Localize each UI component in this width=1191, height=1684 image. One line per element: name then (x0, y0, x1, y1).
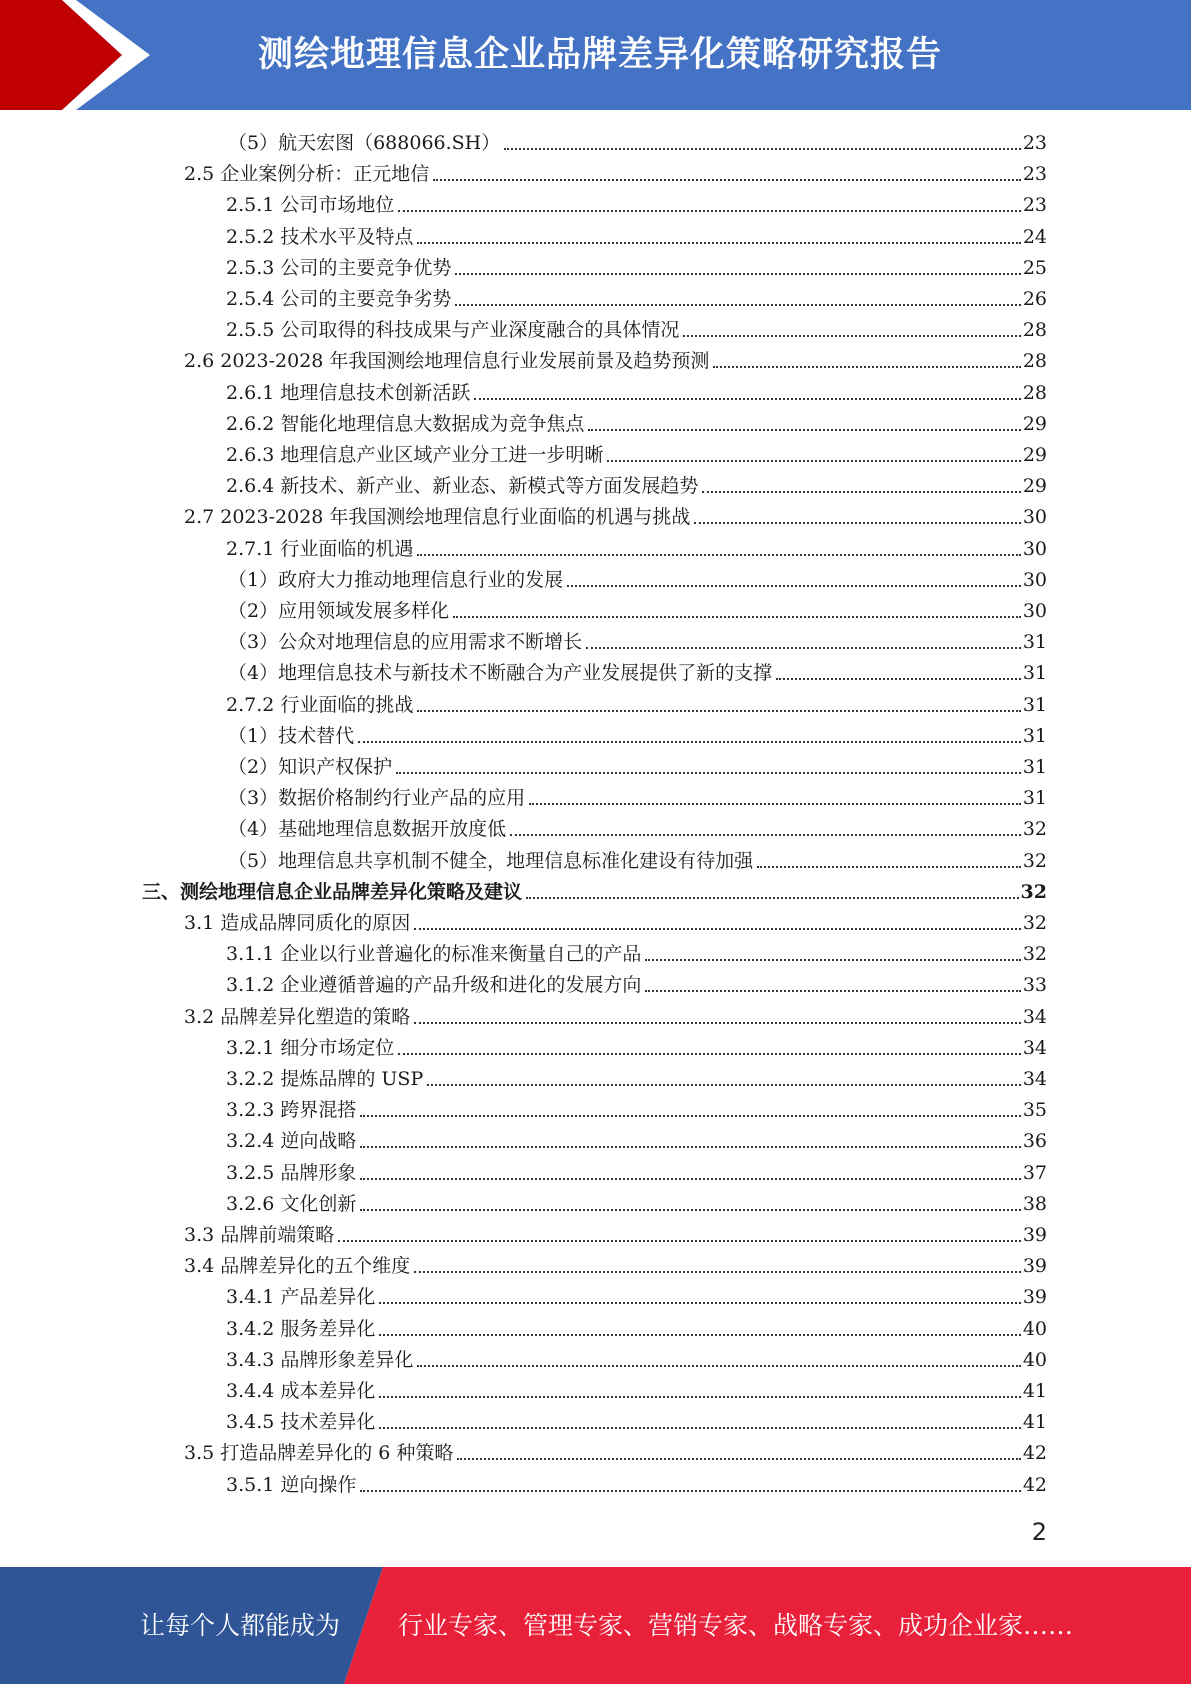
toc-dot-leader (529, 802, 1021, 805)
toc-dot-leader (645, 958, 1020, 961)
toc-entry[interactable] (184, 1220, 1047, 1250)
toc-entry[interactable] (226, 409, 1047, 439)
toc-entry[interactable] (226, 1189, 1047, 1219)
toc-entry[interactable] (228, 814, 1047, 844)
toc-entry-page: 32 (1022, 849, 1047, 872)
toc-entry-page: 31 (1022, 662, 1047, 685)
toc-entry[interactable] (226, 1064, 1047, 1094)
toc-entry-title: 2.6.2 智能化地理信息大数据成为竞争焦点 (226, 412, 585, 435)
toc-entry-page: 40 (1022, 1317, 1047, 1340)
toc-entry-page: 39 (1022, 1255, 1047, 1278)
toc-entry-title: 2.7.2 行业面临的挑战 (226, 693, 414, 716)
toc-entry-title: 3.4.5 技术差异化 (226, 1411, 376, 1434)
toc-entry[interactable] (226, 690, 1047, 720)
toc-entry[interactable] (184, 159, 1047, 189)
toc-entry-title: （3）数据价格制约行业产品的应用 (228, 787, 526, 810)
toc-dot-leader (645, 989, 1020, 992)
toc-entry[interactable] (228, 658, 1047, 688)
toc-entry-title: 2.6.1 地理信息技术创新活跃 (226, 381, 471, 404)
toc-entry-title: 三、测绘地理信息企业品牌差异化策略及建议 (142, 880, 523, 903)
toc-entry[interactable] (184, 1002, 1047, 1032)
toc-dot-leader (694, 521, 1020, 524)
toc-entry-title: 2.5.4 公司的主要竞争劣势 (226, 288, 452, 310)
toc-entry-page: 42 (1022, 1442, 1047, 1465)
toc-entry[interactable] (226, 1407, 1047, 1437)
page-footer (0, 1567, 1191, 1684)
toc-entry-title: （1）技术替代 (228, 724, 355, 747)
toc-entry-title: 3.2.6 文化创新 (226, 1192, 357, 1215)
toc-entry-title: 2.6.4 新技术、新产业、新业态、新模式等方面发展趋势 (226, 475, 699, 498)
toc-entry-title: 3.2.1 细分市场定位 (226, 1036, 395, 1059)
toc-entry-page: 29 (1022, 444, 1047, 466)
toc-entry-title: （3）公众对地理信息的应用需求不断增长 (228, 631, 583, 654)
toc-entry[interactable] (226, 1376, 1047, 1406)
toc-entry-page: 25 (1022, 256, 1047, 279)
toc-entry-title: 3.1.1 企业以行业普遍化的标准来衡量自己的产品 (226, 943, 642, 966)
toc-entry-title: 2.7 2023-2028 年我国测绘地理信息行业面临的机遇与挑战 (184, 506, 691, 529)
toc-dot-leader (414, 1021, 1021, 1024)
toc-entry[interactable] (226, 1158, 1047, 1188)
header-chevron-icon (0, 0, 160, 110)
toc-entry[interactable] (226, 1314, 1047, 1344)
toc-entry-title: 3.3 品牌前端策略 (184, 1224, 335, 1246)
toc-dot-leader (417, 241, 1020, 244)
toc-entry-page: 28 (1022, 319, 1047, 342)
toc-entry[interactable] (226, 939, 1047, 969)
toc-entry-title: 2.6 2023-2028 年我国测绘地理信息行业发展前景及趋势预测 (184, 350, 710, 373)
toc-entry-page: 23 (1022, 163, 1047, 186)
toc-entry-page: 32 (1022, 818, 1047, 841)
toc-entry-title: 2.5.2 技术水平及特点 (226, 225, 414, 248)
footer-slogan-left: 让每个人都能成为 (140, 1611, 341, 1640)
toc-entry-page: 31 (1022, 631, 1047, 654)
toc-entry-title: 3.2.2 提炼品牌的 USP (226, 1068, 424, 1090)
toc-dot-leader (360, 1489, 1020, 1492)
toc-entry[interactable] (142, 877, 1047, 907)
toc-entry[interactable] (226, 222, 1047, 252)
toc-entry[interactable] (226, 1470, 1047, 1500)
toc-entry-title: 2.5.3 公司的主要竞争优势 (226, 256, 452, 279)
toc-entry-page: 34 (1022, 1036, 1047, 1059)
toc-entry[interactable] (226, 1033, 1047, 1063)
toc-dot-leader (360, 1114, 1020, 1117)
toc-entry-title: 3.5.1 逆向操作 (226, 1473, 357, 1496)
toc-entry-title: 3.4.1 产品差异化 (226, 1286, 376, 1309)
toc-entry-page: 31 (1022, 693, 1047, 716)
toc-dot-leader (414, 927, 1021, 930)
toc-dot-leader (776, 677, 1021, 680)
toc-entry-page: 26 (1022, 288, 1047, 310)
toc-dot-leader (433, 178, 1021, 181)
toc-entry[interactable] (228, 783, 1047, 813)
toc-entry-page: 37 (1022, 1161, 1047, 1184)
toc-entry-page: 28 (1022, 381, 1047, 404)
toc-entry-title: 3.4.4 成本差异化 (226, 1380, 376, 1402)
toc-entry-title: 3.5 打造品牌差异化的 6 种策略 (184, 1442, 454, 1465)
toc-entry-page: 39 (1022, 1224, 1047, 1246)
page-header (0, 0, 1191, 110)
toc-entry-title: 3.1 造成品牌同质化的原因 (184, 912, 411, 934)
toc-dot-leader (360, 1177, 1020, 1180)
toc-dot-leader (417, 1364, 1020, 1367)
toc-entry-page: 23 (1022, 194, 1047, 217)
toc-entry-page: 41 (1022, 1411, 1047, 1434)
page-number: 2 (1031, 1518, 1047, 1546)
toc-entry-title: （1）政府大力推动地理信息行业的发展 (228, 568, 564, 591)
toc-entry-page: 30 (1022, 600, 1047, 622)
toc-entry-page: 32 (1020, 880, 1047, 903)
toc-entry-page: 29 (1022, 475, 1047, 498)
toc-dot-leader (510, 833, 1021, 836)
toc-entry-page: 34 (1022, 1068, 1047, 1090)
toc-entry-title: （5）航天宏图（688066.SH） (228, 132, 501, 154)
toc-dot-leader (417, 553, 1020, 556)
toc-entry[interactable] (184, 502, 1047, 532)
toc-entry[interactable] (228, 627, 1047, 657)
toc-entry-title: 3.4 品牌差异化的五个维度 (184, 1255, 411, 1278)
toc-entry[interactable] (184, 1251, 1047, 1281)
toc-entry-title: 2.7.1 行业面临的机遇 (226, 537, 414, 560)
toc-dot-leader (526, 896, 1019, 899)
report-title: 测绘地理信息企业品牌差异化策略研究报告 (257, 35, 942, 75)
toc-entry-page: 30 (1022, 568, 1047, 591)
toc-entry-page: 32 (1022, 943, 1047, 966)
toc-entry[interactable] (226, 534, 1047, 564)
toc-entry-title: 2.5.5 公司取得的科技成果与产业深度融合的具体情况 (226, 319, 680, 342)
toc-entry-page: 33 (1022, 974, 1047, 997)
toc-dot-leader (455, 272, 1020, 275)
toc-dot-leader (379, 1333, 1020, 1336)
toc-entry[interactable] (226, 190, 1047, 220)
toc-dot-leader (427, 1083, 1021, 1086)
toc-entry-title: 3.2 品牌差异化塑造的策略 (184, 1005, 411, 1028)
toc-entry-page: 40 (1022, 1348, 1047, 1371)
toc-entry-title: 3.4.3 品牌形象差异化 (226, 1348, 414, 1371)
toc-entry-page: 24 (1022, 225, 1047, 248)
toc-entry[interactable] (226, 1126, 1047, 1156)
toc-dot-leader (457, 1457, 1020, 1460)
toc-entry-title: 3.1.2 企业遵循普遍的产品升级和进化的发展方向 (226, 974, 642, 997)
toc-dot-leader (396, 771, 1021, 774)
toc-dot-leader (702, 490, 1020, 493)
toc-entry-page: 42 (1022, 1473, 1047, 1496)
toc-dot-leader (607, 459, 1020, 462)
toc-dot-leader (453, 615, 1021, 618)
toc-entry-page: 28 (1022, 350, 1047, 373)
toc-dot-leader (713, 365, 1020, 368)
toc-entry[interactable] (184, 346, 1047, 376)
toc-dot-leader (338, 1239, 1021, 1242)
toc-dot-leader (360, 1145, 1020, 1148)
footer-slogan-right: 行业专家、管理专家、营销专家、战略专家、成功企业家…… (398, 1611, 1074, 1640)
toc-dot-leader (358, 740, 1021, 743)
toc-entry-page: 31 (1022, 724, 1047, 747)
toc-entry[interactable] (226, 378, 1047, 408)
toc-entry-page: 31 (1022, 787, 1047, 810)
toc-entry[interactable] (226, 970, 1047, 1000)
toc-dot-leader (683, 334, 1020, 337)
toc-entry-page: 31 (1022, 756, 1047, 778)
toc-dot-leader (379, 1395, 1020, 1398)
toc-dot-leader (398, 1052, 1020, 1055)
toc-entry[interactable] (184, 1438, 1047, 1468)
toc-entry-title: 3.2.4 逆向战略 (226, 1130, 357, 1153)
toc-entry-title: （2）应用领域发展多样化 (228, 600, 450, 622)
toc-entry-page: 30 (1022, 537, 1047, 560)
toc-dot-leader (504, 147, 1021, 150)
toc-entry-title: 2.5 企业案例分析：正元地信 (184, 163, 430, 186)
toc-entry-title: 3.2.5 品牌形象 (226, 1161, 357, 1184)
toc-entry[interactable] (226, 440, 1047, 470)
toc-dot-leader (586, 646, 1021, 649)
toc-entry-page: 38 (1022, 1192, 1047, 1215)
toc-entry[interactable] (226, 1345, 1047, 1375)
toc-dot-leader (455, 303, 1020, 306)
toc-entry-page: 36 (1022, 1130, 1047, 1153)
toc-entry[interactable] (228, 752, 1047, 782)
toc-entry[interactable] (226, 315, 1047, 345)
toc-dot-leader (567, 584, 1021, 587)
toc-entry[interactable] (184, 908, 1047, 938)
toc-entry[interactable] (226, 1095, 1047, 1125)
toc-entry[interactable] (228, 565, 1047, 595)
toc-entry-page: 39 (1022, 1286, 1047, 1309)
toc-entry-title: （5）地理信息共享机制不健全，地理信息标准化建设有待加强 (228, 849, 754, 872)
toc-dot-leader (757, 865, 1021, 868)
toc-dot-leader (360, 1208, 1020, 1211)
toc-entry-page: 32 (1022, 912, 1047, 934)
toc-dot-leader (379, 1301, 1020, 1304)
toc-entry-page: 34 (1022, 1005, 1047, 1028)
toc-dot-leader (474, 397, 1020, 400)
toc-entry-page: 29 (1022, 412, 1047, 435)
toc-entry[interactable] (228, 128, 1047, 158)
toc-entry-title: （4）基础地理信息数据开放度低 (228, 818, 507, 841)
toc-entry-title: 3.4.2 服务差异化 (226, 1317, 376, 1340)
toc-dot-leader (414, 1270, 1021, 1273)
toc-entry[interactable] (228, 596, 1047, 626)
toc-entry-title: （4）地理信息技术与新技术不断融合为产业发展提供了新的支撑 (228, 662, 773, 685)
toc-entry[interactable] (226, 1282, 1047, 1312)
toc-entry-title: 3.2.3 跨界混搭 (226, 1099, 357, 1122)
toc-entry[interactable] (226, 471, 1047, 501)
toc-entry-title: 2.5.1 公司市场地位 (226, 194, 395, 217)
toc-entry[interactable] (226, 284, 1047, 314)
toc-entry[interactable] (226, 253, 1047, 283)
toc-dot-leader (398, 209, 1020, 212)
toc-entry-page: 35 (1022, 1099, 1047, 1122)
toc-entry-page: 30 (1022, 506, 1047, 529)
toc-entry-page: 23 (1022, 132, 1047, 154)
toc-entry-title: 2.6.3 地理信息产业区域产业分工进一步明晰 (226, 444, 604, 466)
toc-dot-leader (588, 428, 1020, 431)
toc-entry[interactable] (228, 721, 1047, 751)
toc-entry[interactable] (228, 846, 1047, 876)
toc-dot-leader (417, 709, 1020, 712)
toc-entry-title: （2）知识产权保护 (228, 756, 393, 778)
toc-entry-page: 41 (1022, 1380, 1047, 1402)
toc-dot-leader (379, 1426, 1020, 1429)
